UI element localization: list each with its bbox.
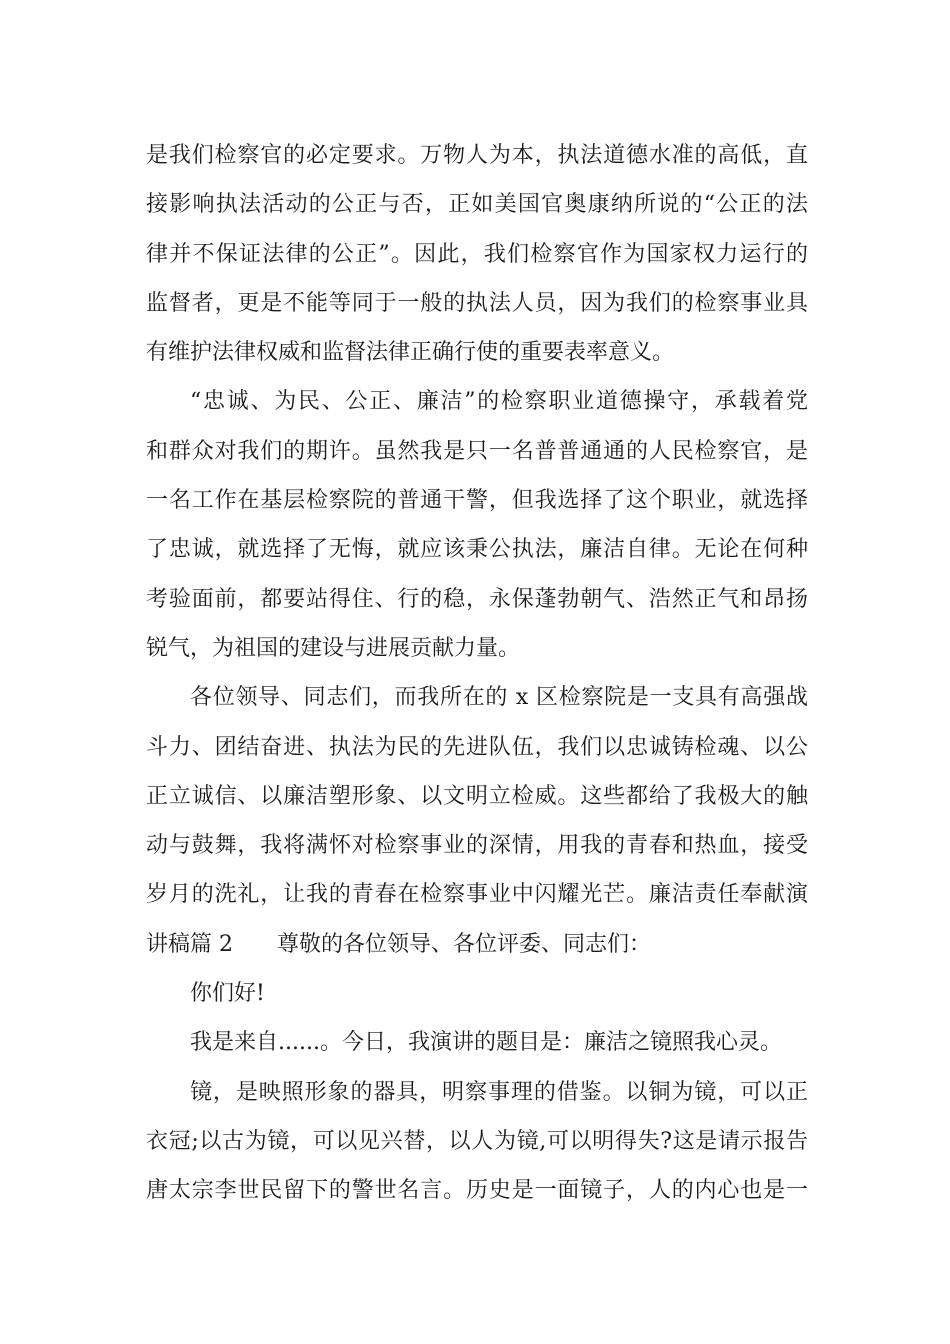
text-line: 你们好! (190, 981, 265, 1007)
text-line: 衣冠;以古为镜，可以见兴替，以人为镜,可以明得失?这是请示报告 (146, 1128, 808, 1154)
text-line: 接影响执法活动的公正与否，正如美国官奥康纳所说的“公正的法 (146, 192, 808, 218)
paragraph-5 (146, 1018, 808, 1067)
text-line: 我是来自......。今日，我演讲的题目是：廉洁之镜照我心灵。 (190, 1030, 782, 1056)
text-line: “忠诚、为民、公正、廉洁”的检察职业道德操守，承载着党 (190, 389, 808, 415)
paragraph-3 (146, 673, 808, 969)
text-line: 岁月的洗礼，让我的青春在检察事业中闪耀光芒。廉洁责任奉献演 (146, 882, 808, 908)
text-line: 有维护法律权威和监督法律正确行使的重要表率意义。 (146, 340, 675, 366)
text-line: 锐气，为祖国的建设与进展贡献力量。 (146, 635, 521, 661)
paragraph-6 (146, 1068, 808, 1216)
document-body (146, 131, 808, 1216)
text-line: 考验面前，都要站得住、行的稳，永保蓬勃朝气、浩然正气和昂扬 (146, 586, 808, 612)
text-line: 一名工作在基层检察院的普通干警，但我选择了这个职业，就选择 (146, 488, 808, 514)
paragraph-2 (146, 377, 808, 673)
text-line: 唐太宗李世民留下的警世名言。历史是一面镜子，人的内心也是一 (146, 1178, 808, 1204)
text-line: 各位领导、同志们，而我所在的 x 区检察院是一支具有高强战 (190, 685, 808, 711)
text-line: 动与鼓舞，我将满怀对检察事业的深情，用我的青春和热血，接受 (146, 833, 808, 859)
text-line: 讲稿篇 2 尊敬的各位领导、各位评委、同志们： (146, 931, 651, 957)
text-line: 是我们检察官的必定要求。万物人为本，执法道德水准的高低，直 (146, 143, 808, 168)
text-line: 斗力、团结奋进、执法为民的先进队伍，我们以忠诚铸检魂、以公 (146, 734, 808, 760)
text-line: 监督者，更是不能等同于一般的执法人员，因为我们的检察事业具 (146, 290, 808, 316)
paragraph-4 (146, 969, 808, 1018)
text-line: 镜，是映照形象的器具，明察事理的借鉴。以铜为镜，可以正 (190, 1079, 808, 1105)
text-line: 和群众对我们的期许。虽然我是只一名普普通通的人民检察官，是 (146, 438, 808, 464)
text-line: 律并不保证法律的公正”。因此，我们检察官作为国家权力运行的 (146, 241, 808, 267)
text-line: 正立诚信、以廉洁塑形象、以文明立检威。这些都给了我极大的触 (146, 783, 808, 809)
paragraph-1 (146, 131, 808, 377)
text-line: 了忠诚，就选择了无悔，就应该秉公执法，廉洁自律。无论在何种 (146, 537, 808, 563)
